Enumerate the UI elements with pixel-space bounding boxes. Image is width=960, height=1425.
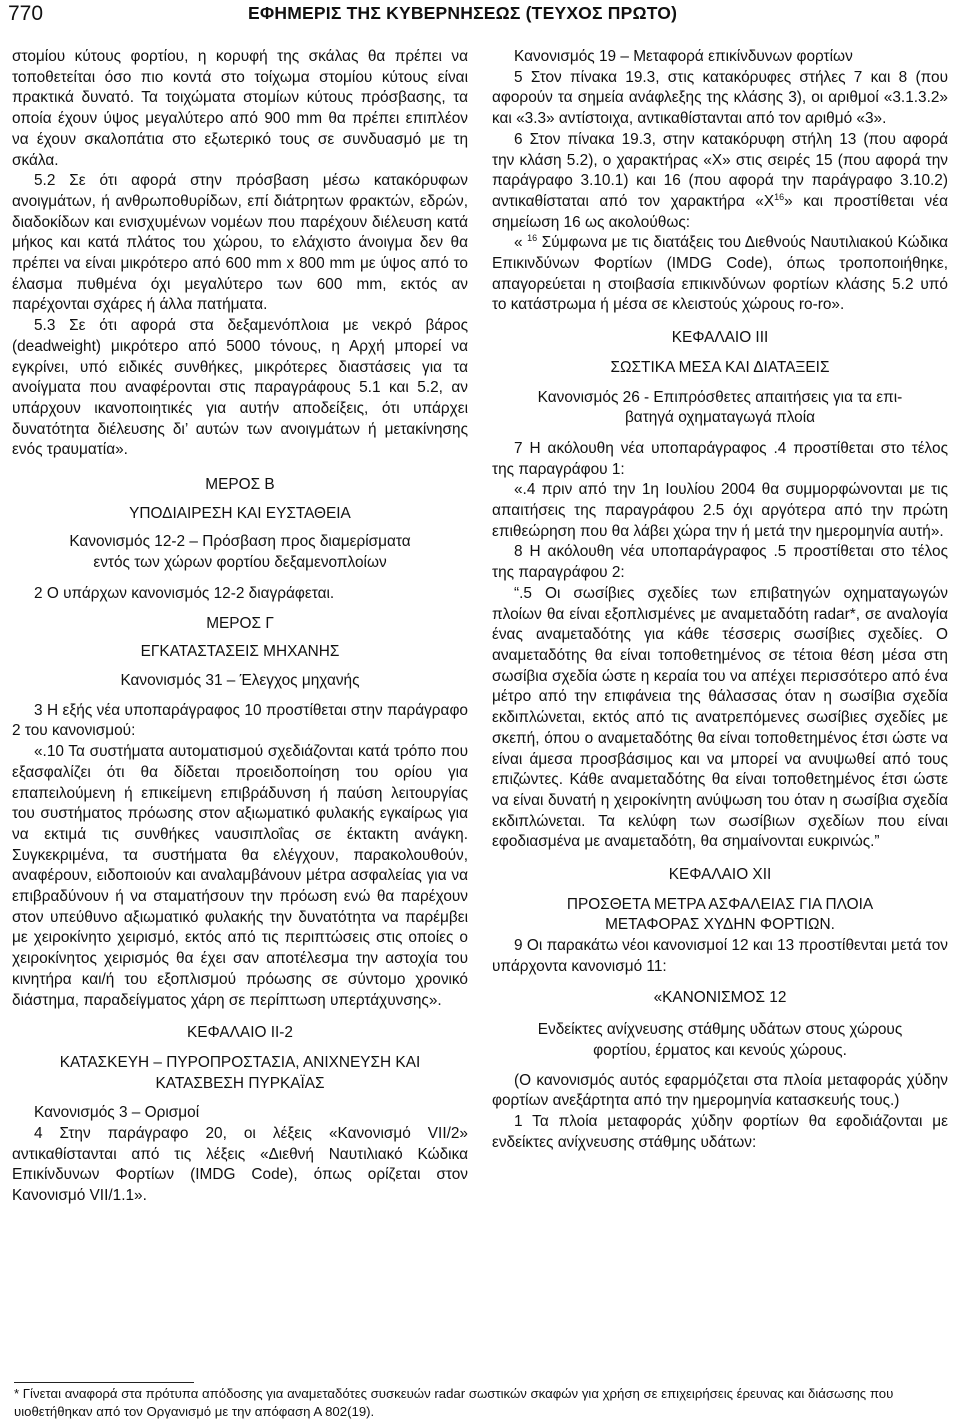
paragraph: 9 Οι παρακάτω νέοι κανονισμοί 12 και 13 προστίθενται μετά τον υπάρχοντα κανονισμό 11: [492,937,948,975]
section-heading: ΠΡΟΣΘΕΤΑ ΜΕΤΡΑ ΑΣΦΑΛΕΙΑΣ ΓΙΑ ΠΛΟΙΑ [566,895,874,913]
right-column [492,47,948,1153]
page-header [8,0,952,30]
paragraph-text: Σύμφωνα με τις διατάξεις του Διεθνούς Ναυτιλιακού Κώδικα Επικινδύνων Φορτίων (IMDG Code), όπως τροποποιήθηκε, απαγορεύεται η στοιβασία επικινδύνων φορτίων κλάσης 5.2 υπό το κατάστρωμα ή μέσα σε κλειστούς χώρους ro-ro». [492,234,948,314]
paragraph: 3 Η εξής νέα υποπαράγραφος 10 προστίθεται στην παράγραφο 2 του κανονισμού: [12,701,468,740]
left-column [12,47,468,1207]
section-heading: ΕΓΚΑΤΑΣΤΑΣΕΙΣ ΜΗΧΑΝΗΣ [140,643,340,661]
regulation-heading: βατηγά οχηματαγωγά πλοία [624,409,816,427]
superscript: 16 [527,233,538,244]
paragraph-text: « [514,234,528,252]
paragraph: 5 Στον πίνακα 19.3, στις κατακόρυφες στήλες 7 και 8 (που αφορούν τα σημεία ανάφλεξης της κλάσης 3), οι αριθμοί «3.1.3.2» και «3.3» αντίστοιχα, αντικαθίστανται από τον αριθμό «3». [492,68,948,128]
footnote-rule [14,1382,194,1383]
section-heading: ΣΩΣΤΙΚΑ ΜΕΣΑ ΚΑΙ ΔΙΑΤΑΞΕΙΣ [610,358,830,376]
footnote [14,1385,944,1421]
paragraph: 1 Τα πλοία μεταφοράς χύδην φορτίων θα εφοδιάζονται με ενδείκτες ανίχνευσης στάθμης υδάτων: [492,1113,948,1151]
paragraph: “.5 Οι σωσίβιες σχεδίες των επιβατηγών οχηματαγωγών πλοίων θα είναι εξοπλισμένες με αναμεταδότη radar*, σε αναλογία ένας αναμεταδότης για κάθε τέσσερις σωσίβιες σχεδίες. Ο αναμεταδότης θα είναι τοποθετημένος σε τέτοια θέση μέσα στη σωσίβια σχεδία ώστε η κεραία του να απέχει περισσότερο από ένα μέτρο από την επιφάνεια της θάλασσας όταν η σωσίβια σχεδία εκδιπλώνεται, εκτός από τις ανατρεπόμενες σωσίβιες σχεδίες με σκεπή, όπου ο αναμεταδότης θα είναι τοποθετημένος έτσι ώστε να είναι άμεσα προσβάσιμος και να μπορεί να ανυψωθεί από τους επιζώντες. Κάθε αναμεταδότης θα είναι τοποθετημένος έτσι ώστε να είναι δυνατή η χειροκίνητη ανύψωση του όταν η σωσίβια σχεδία εκδιπλώνεται. Τα κελύφη των σωσίβιων σχεδίων που είναι εφοδιασμένα με αναμεταδότη, θα σημαίνονται ευκρινώς.” [492,584,948,851]
regulation-heading: Κανονισμός 31 – Έλεγχος μηχανής [120,671,360,689]
section-heading: ΜΕΡΟΣ Γ [206,614,274,632]
section-heading: ΚΑΤΑΣΚΕΥΗ – ΠΥΡΟΠΡΟΣΤΑΣΙΑ, ΑΝΙΧΝΕΥΣΗ ΚΑΙ [59,1053,421,1071]
paragraph: «.4 πριν από την 1η Ιουλίου 2004 θα συμμορφώνονται με τις απαιτήσεις της παραγράφου 2.5 όχι αργότερα από την πρώτη επιθεώρηση που θα λάβει χώρα την ή μετά την ημερομηνία αυτή». [492,481,948,540]
regulation-heading: φορτίου, έρματος και κενούς χώρους. [593,1041,847,1059]
paragraph: (Ο κανονισμός αυτός εφαρμόζεται στα πλοία μεταφοράς χύδην φορτίων ανεξάρτητα από την ημερομηνία κατασκευής τους.) [492,1071,948,1110]
paragraph: 7 Η ακόλουθη νέα υποπαράγραφος .4 προστίθεται στο τέλος της παραγράφου 1: [492,439,948,478]
gazette-title: ΕΦΗΜΕΡΙΣ ΤΗΣ ΚΥΒΕΡΝΗΣΕΩΣ (ΤΕΥΧΟΣ ΠΡΩΤΟ) [248,3,678,23]
paragraph [492,233,948,316]
section-heading: ΚΑΤΑΣΒΕΣΗ ΠΥΡΚΑΪΑΣ [155,1074,325,1092]
regulation-heading: Κανονισμός 26 - Επιπρόσθετες απαιτήσεις για τα επι- [537,388,903,406]
regulation-heading: Κανονισμός 3 – Ορισμοί [34,1104,200,1122]
paragraph-text: » και προστίθεται νέα σημείωση 16 ως ακολούθως: [492,192,948,231]
paragraph: 8 Η ακόλουθη νέα υποπαράγραφος .5 προστίθεται στο τέλος της παραγράφου 2: [492,543,948,582]
chapter-heading: ΚΕΦΑΛΑΙΟ XII [668,866,772,884]
footnote-text: * Γίνεται αναφορά στα πρότυπα απόδοσης για αναμεταδότες συσκευών radar σωστικών σκαφών για χρήση σε επιχειρήσεις έρευνας και διάσωσης που υιοθετήθηκαν από τον Οργανισμό με την απόφαση Α 802(19). [14,1386,894,1419]
paragraph: 2 Ο υπάρχων κανονισμός 12-2 διαγράφεται. [34,584,335,602]
paragraph [492,130,948,234]
section-heading: ΜΕΡΟΣ Β [205,476,275,494]
regulation-heading: Ενδείκτες ανίχνευσης στάθμης υδάτων στους χώρους [537,1021,903,1039]
paragraph: «.10 Τα συστήματα αυτοματισμού σχεδιάζονται κατά τρόπο που εξασφαλίζει ότι θα δίδεται προειδοποίηση του ορίου για επαπειλούμενη ή επικείμενη επιβράδυνση ή παύση λειτουργίας του συστήματος πρόωσης στον αξιωματικό φυλακής εγκαίρως για να εκτιμά τις συνθήκες ναυσιπλοΐας σε έκτακτη ανάγκη. Συγκεκριμένα, τα συστήματα θα ελέγχουν, παρακολουθούν, αναφέρουν, ειδοποιούν και αναλαμβάνουν μέτρα ασφαλείας για να επιβραδύνουν ή να σταματήσουν την πρόωση ενώ θα παρέχουν στον υπεύθυνο αξιωματικό φυλακής την δυνατότητα να παρέμβει με χειροκίνητο χειρισμό, εκτός από τις περιπτώσεις στις οποίες ο χειροκίνητος χειρισμός θα έχει σαν αποτέλεσμα την αστοχία του κινητήρα και/ή του εξοπλισμού πρόωσης σε σύντομο χρονικό διάστημα, παραδείγματος χάρη σε περίπτωση υπερτάχυνσης». [12,743,468,1009]
paragraph: 4 Στην παράγραφο 20, οι λέξεις «Κανονισμό VII/2» αντικαθίστανται από τις λέξεις «Διεθνή Ναυτιλιακό Κώδικα Επικίνδυνων Φορτίων (IMDG Code), όπως ορίζεται στον Κανονισμό VII/1.1». [12,1125,468,1205]
superscript: 16 [774,191,785,202]
page-number: 770 [8,2,44,25]
chapter-heading: ΚΕΦΑΛΑΙΟ ΙΙΙ [671,329,769,347]
paragraph-text: 6 Στον πίνακα 19.3, στην κατακόρυφη στήλη 13 (που αφορά την κλάση 5.2), ο χαρακτήρας «X» στις σειρές 15 (που αφορά την παράγραφο 3.10.1) και 16 (που αφορά την παράγραφο 3.10.2) αντικαθίσταται από τον χαρακτήρα «X [492,130,948,210]
regulation-heading: Κανονισμός 19 – Μεταφορά επικίνδυνων φορτίων [514,48,853,65]
section-heading: ΜΕΤΑΦΟΡΑΣ ΧΥΔΗΝ ΦΟΡΤΙΩΝ. [605,916,835,934]
paragraph: στομίου κύτους φορτίου, η κορυφή της σκάλας θα πρέπει να τοποθετείται όσο πιο κοντά στο τοίχωμα στομίου κύτους είναι πρακτικά δυνατό. Τα τοιχώματα στομίων κύτους πρόσβασης, τα οποία έχουν ύψος μεγαλύτερο από 900 mm θα πρέπει επιπλέον να έχουν σκαλοπάτια στο εξωτερικό τους σε συνδυασμό με τη σκάλα. [12,48,468,169]
regulation-heading: εντός των χώρων φορτίου δεξαμενοπλοίων [93,554,387,572]
regulation-heading: «ΚΑΝΟΝΙΣΜΟΣ 12 [653,988,787,1006]
chapter-heading: ΚΕΦΑΛΑΙΟ ΙΙ-2 [187,1024,293,1042]
paragraph: 5.3 Σε ότι αφορά στα δεξαμενόπλοια με νεκρό βάρος (deadweight) μικρότερο από 5000 τόνους, η Αρχή μπορεί να εγκρίνει, υπό ειδικές συνθήκες, μικρότερες διαστάσεις για τα ανοίγματα που αναφέρονται στις παραγράφους 5.1 και 5.2, αν υπάρχουν ικανοποιητικές για αυτήν αποδείξεις, ότι υπάρχει δυνατότητα διέλευσης δι’ αυτών των ανοιγμάτων ή μετακίνησης ενός τραυματία». [12,317,468,459]
section-heading: ΥΠΟΔΙΑΙΡΕΣΗ ΚΑΙ ΕΥΣΤΑΘΕΙΑ [129,504,351,522]
regulation-heading: Κανονισμός 12-2 – Πρόσβαση προς διαμερίσματα [69,533,411,551]
paragraph: 5.2 Σε ότι αφορά στην πρόσβαση μέσω κατακόρυφων ανοιγμάτων, ή ανθρωποθυρίδων, επί διάτρητων φρακτών, εδρών, διαδοκίδων και ενισχυμένων νομέων που παρέχουν διέλευση κατά μήκος και κατά πλάτος του χώρου, το ελάχιστο άνοιγμα δεν θα πρέπει να είναι μικρότερο από 600 mm x 800 mm με ύψος από το έλασμα πυθμένα όχι μεγαλύτερο των 600 mm, εκτός αν παρέχονται σχάρες ή άλλα πατήματα. [12,172,468,314]
